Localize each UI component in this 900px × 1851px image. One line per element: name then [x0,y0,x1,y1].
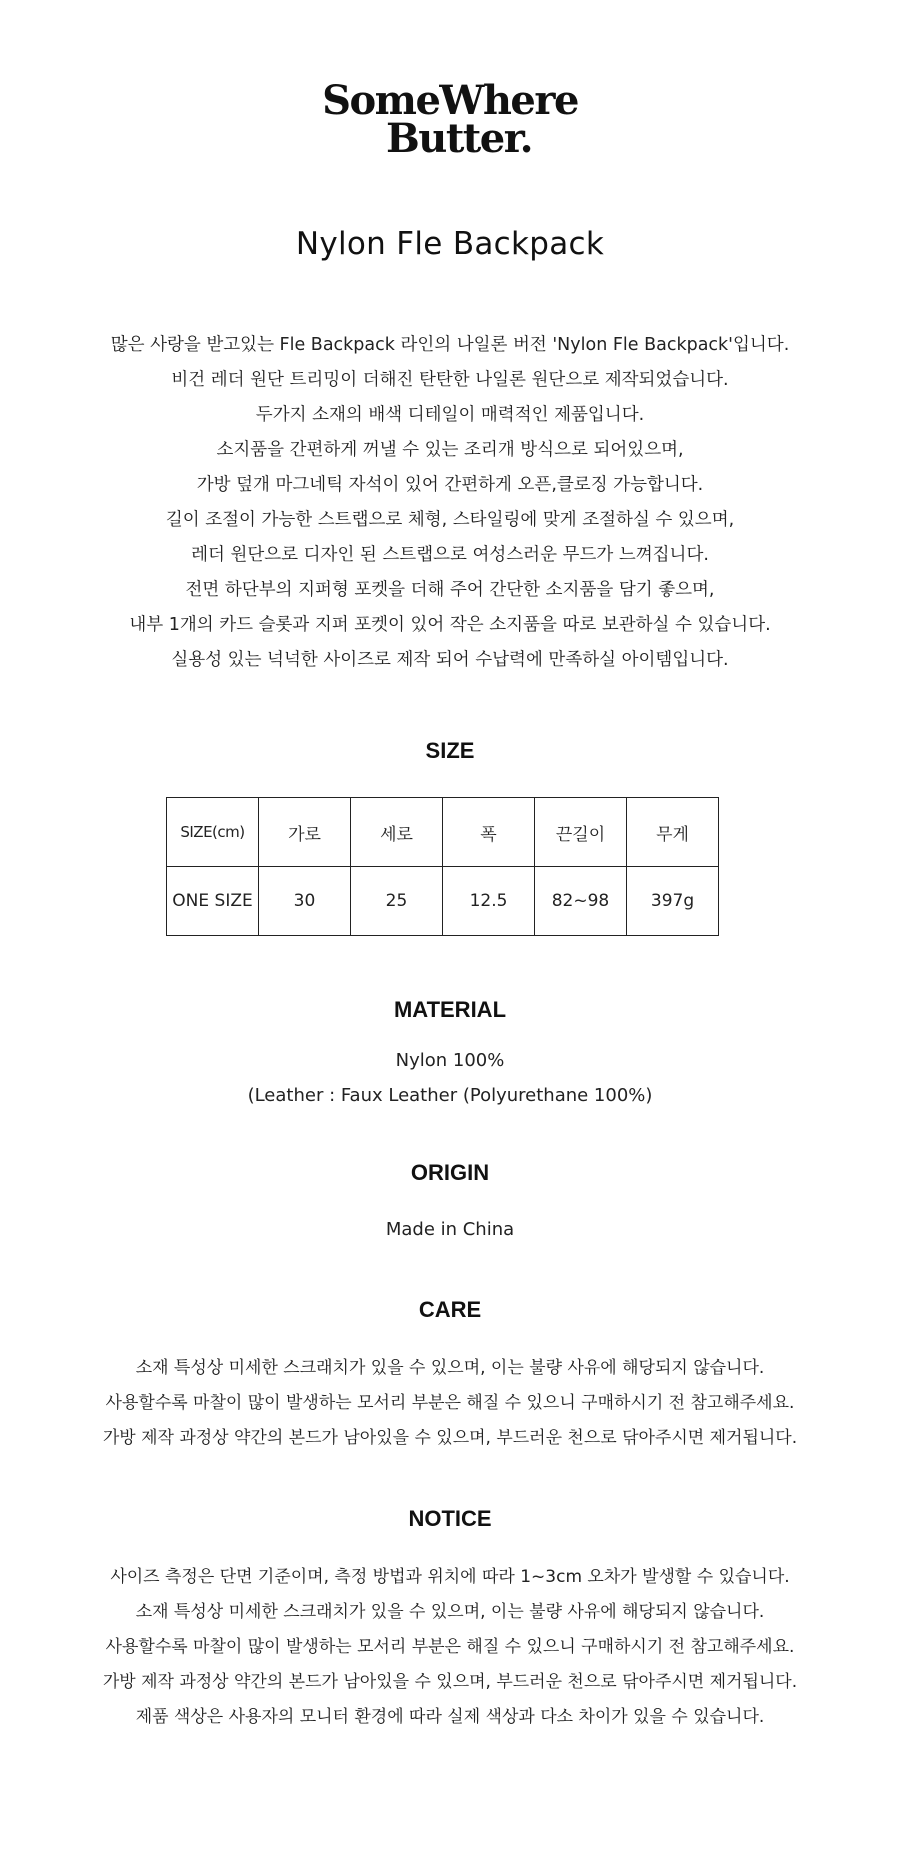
description-line: 많은 사랑을 받고있는 Fle Backpack 라인의 나일론 버전 'Nylon Fle Backpack'입니다. [110,335,790,355]
logo-line-2: Butter. [385,115,533,162]
origin-details [0,1212,900,1247]
care-line: 가방 제작 과정상 약간의 본드가 남아있을 수 있으며, 부드러운 천으로 닦아주시면 제거됩니다. [102,1428,798,1448]
size-header-cell: 가로 [259,798,351,867]
description-line: 전면 하단부의 지퍼형 포켓을 더해 주어 간단한 소지품을 담기 좋으며, [185,580,715,600]
size-value-cell: 397g [627,867,719,936]
notice-line: 제품 색상은 사용자의 모니터 환경에 따라 실제 색상과 다소 차이가 있을 수 있습니다. [135,1707,765,1727]
description-line: 비건 레더 원단 트리밍이 더해진 탄탄한 나일론 원단으로 제작되었습니다. [171,370,729,390]
size-value-cell: 12.5 [443,867,535,936]
care-line: 사용할수록 마찰이 많이 발생하는 모서리 부분은 해질 수 있으니 구매하시기 전 참고해주세요. [105,1393,795,1413]
description-line: 내부 1개의 카드 슬롯과 지퍼 포켓이 있어 작은 소지품을 따로 보관하실 수 있습니다. [129,615,771,635]
description-line: 실용성 있는 넉넉한 사이즈로 제작 되어 수납력에 만족하실 아이템입니다. [171,650,729,670]
description-line: 가방 덮개 마그네틱 자석이 있어 간편하게 오픈,클로징 가능합니다. [196,475,704,495]
product-description [0,328,900,678]
description-line: 두가지 소재의 배색 디테일이 매력적인 제품입니다. [255,405,645,425]
size-header-cell: 무게 [627,798,719,867]
product-title: Nylon Fle Backpack [295,226,605,262]
notice-line: 사이즈 측정은 단면 기준이며, 측정 방법과 위치에 따라 1~3cm 오차가 발생할 수 있습니다. [110,1567,790,1587]
notice-details [0,1560,900,1735]
size-table-header-row [167,798,719,867]
size-header-cell: SIZE(cm) [167,798,259,867]
size-header-cell: 폭 [443,798,535,867]
brand-logo [0,77,900,162]
care-heading: CARE [418,1297,482,1322]
size-table [166,797,719,936]
material-heading: MATERIAL [393,997,507,1022]
origin-line: Made in China [385,1219,515,1240]
size-value-cell: 82~98 [535,867,627,936]
description-line: 길이 조절이 가능한 스트랩으로 체형, 스타일링에 맞게 조절하실 수 있으며, [165,510,735,530]
size-header-cell: 끈길이 [535,798,627,867]
logo-line-1: SomeWhere [322,77,578,124]
description-line: 소지품을 간편하게 꺼낼 수 있는 조리개 방식으로 되어있으며, [216,440,684,460]
size-table-row [167,867,719,936]
size-header-cell: 세로 [351,798,443,867]
material-line: Nylon 100% [395,1050,505,1071]
notice-line: 가방 제작 과정상 약간의 본드가 남아있을 수 있으며, 부드러운 천으로 닦아주시면 제거됩니다. [102,1672,798,1692]
size-value-cell: 25 [351,867,443,936]
notice-line: 소재 특성상 미세한 스크래치가 있을 수 있으며, 이는 불량 사유에 해당되지 않습니다. [135,1602,765,1622]
care-line: 소재 특성상 미세한 스크래치가 있을 수 있으며, 이는 불량 사유에 해당되지 않습니다. [135,1358,765,1378]
origin-heading: ORIGIN [410,1160,490,1185]
notice-heading: NOTICE [408,1506,492,1531]
care-details [0,1351,900,1456]
material-line: (Leather : Faux Leather (Polyurethane 100%) [247,1085,653,1106]
material-details [0,1043,900,1113]
size-heading: SIZE [425,738,475,763]
size-value-cell: 30 [259,867,351,936]
notice-line: 사용할수록 마찰이 많이 발생하는 모서리 부분은 해질 수 있으니 구매하시기 전 참고해주세요. [105,1637,795,1657]
size-value-cell: ONE SIZE [167,867,259,936]
description-line: 레더 원단으로 디자인 된 스트랩으로 여성스러운 무드가 느껴집니다. [191,545,709,565]
